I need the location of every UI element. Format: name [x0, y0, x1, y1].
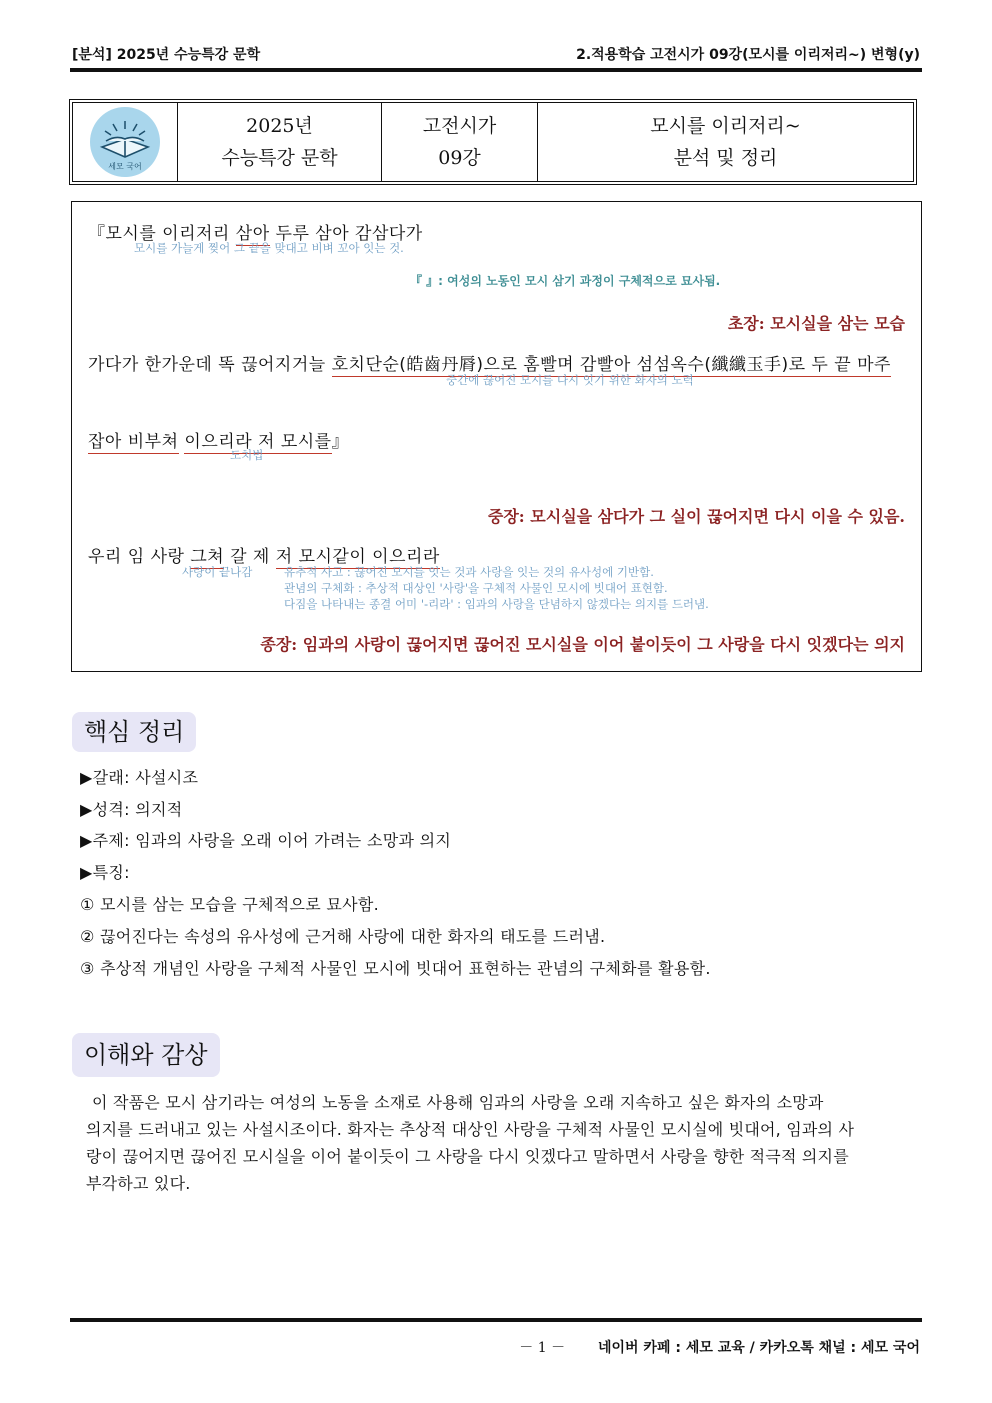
page-number: － 1 －: [519, 1340, 566, 1356]
footer-text: 네이버 카페 : 세모 교육 / 카카오톡 채널 : 세모 국어: [597, 1340, 920, 1356]
poem-note-1: 모시를 가늘게 찢어 그 끝을 맞대고 비벼 꼬아 잇는 것.: [134, 241, 404, 255]
poem-note-4a: 사랑이 끝나감: [182, 565, 253, 579]
poem-box: [71, 201, 922, 672]
title-genre: 고전시가: [422, 115, 497, 137]
title-year: 2025년: [246, 115, 313, 137]
key-item-feature-1: ① 모시를 삼는 모습을 구체적으로 묘사함.: [80, 895, 380, 914]
key-item-character: ▶성격: 의지적: [80, 800, 183, 819]
header-right: 2.적용학습 고전시가 09강(모시를 이리저리~) 변형(y): [576, 47, 920, 63]
poem-line-2: 가다가 한가운데 똑 끊어지거늘 호치단순(皓齒丹脣)으로 홈빨며 감빨아 섬섬옥수(纖纖玉手)로 두 끝 마주: [88, 355, 891, 375]
poem-note-3: 도치법: [230, 448, 264, 462]
key-item-genre: ▶갈래: 사설시조: [80, 768, 199, 787]
appreciation-paragraph: 이 작품은 모시 삼기라는 여성의 노동을 소재로 사용해 임과의 사랑을 오래 지속하고 싶은 화자의 소망과 의지를 드러내고 있는 사설시조이다. 화자는 추상적 대상인 사랑을 구체적 사물인 모시실에 빗대어, 임과의 사 랑이 끊어지면 끊어진 모시실을 이어 붙이듯이 그 사랑을 다시 잇겠다고 말하면서 사랑을 향한 적극적 의지를 부각하고 있다.: [86, 1093, 855, 1193]
key-item-features: ▶특징:: [80, 863, 130, 882]
title-cell-work: [538, 103, 913, 181]
title-book: 수능특강 문학: [221, 147, 338, 169]
title-work: 모시를 이리저리~: [650, 115, 801, 137]
poem-note-bracket: 『 』: 여성의 노동인 모시 삼기 과정이 구체적으로 묘사됨.: [410, 274, 721, 288]
header-rule: [70, 68, 922, 72]
poem-note-2: 중간에 끊어진 모시를 다시 잇기 위한 화자의 노력: [446, 373, 694, 387]
poem-line-1: 『모시를 이리저리 삼아 두루 삼아 감삼다가: [88, 224, 423, 244]
footer-rule: [70, 1318, 922, 1322]
key-points-heading: 핵심 정리: [72, 712, 196, 752]
key-item-theme: ▶주제: 임과의 사랑을 오래 이어 가려는 소망과 의지: [80, 831, 452, 850]
title-table: [69, 99, 917, 185]
poem-line-4: 우리 임 사랑 그쳐 갈 제 저 모시같이 이으리라: [88, 547, 440, 567]
section-jongjang: 종장: 임과의 사랑이 끊어지면 끊어진 모시실을 이어 붙이듯이 그 사랑을 다시 잇겠다는 의지: [260, 635, 905, 654]
title-cell-year: [178, 103, 382, 181]
logo-text: 세모 국어: [108, 162, 142, 171]
title-lesson: 09강: [438, 147, 481, 169]
book-logo-icon: [88, 105, 162, 179]
section-jungjang: 중장: 모시실을 삼다가 그 실이 끊어지면 다시 이을 수 있음.: [487, 507, 905, 526]
footer: [519, 1337, 920, 1357]
poem-line-3: 잡아 비부쳐 이으리라 저 모시를』: [88, 432, 350, 452]
key-item-feature-2: ② 끊어진다는 속성의 유사성에 근거해 사랑에 대한 화자의 태도를 드러냄.: [80, 927, 606, 946]
poem-note-4b: 유추적 사고 : 끊어진 모시를 잇는 것과 사랑을 잇는 것의 유사성에 기반함. 관념의 구체화 : 추상적 대상인 '사랑'을 구체적 사물인 모시에 빗대어 표현함. 다짐을 나타내는 종결 어미 '-리라' : 임과의 사랑을 단념하지 않겠다는 의지를 드러냄.: [284, 565, 709, 611]
logo-cell: [73, 103, 178, 181]
title-subtitle: 분석 및 정리: [673, 147, 778, 169]
header-left: [분석] 2025년 수능특강 문학: [72, 47, 261, 63]
appreciation-heading: 이해와 감상: [72, 1033, 220, 1077]
section-chojang: 초장: 모시실을 삼는 모습: [727, 314, 905, 333]
title-cell-unit: [382, 103, 538, 181]
key-item-feature-3: ③ 추상적 개념인 사랑을 구체적 사물인 모시에 빗대어 표현하는 관념의 구체화를 활용함.: [80, 959, 711, 978]
